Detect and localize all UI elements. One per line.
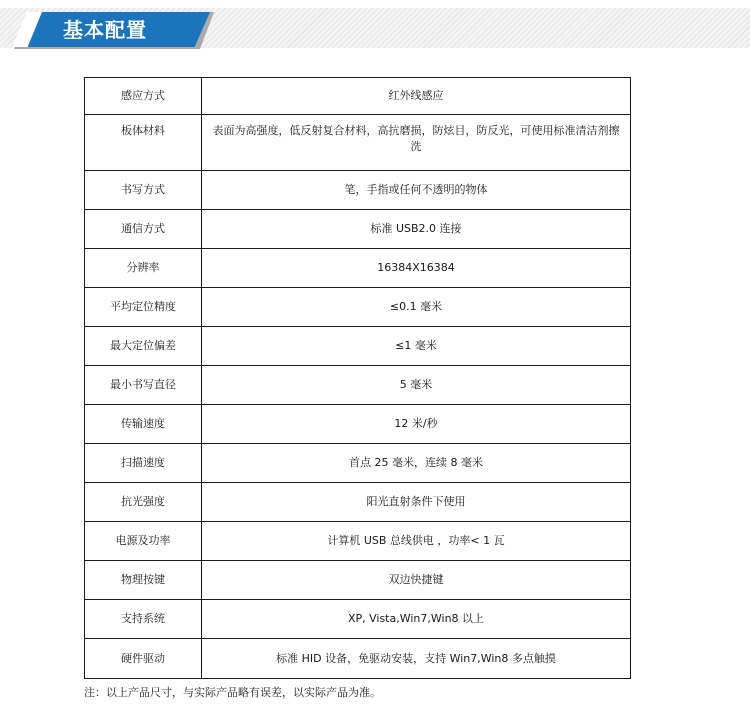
table-row [85,249,631,288]
spec-label: 书写方式 [85,171,202,210]
spec-label: 硬件驱动 [85,639,202,679]
spec-value: 12 米/秒 [202,405,631,444]
spec-label: 传输速度 [85,405,202,444]
spec-value: 16384X16384 [202,249,631,288]
spec-label: 物理按键 [85,561,202,600]
spec-value: ≤1 毫米 [202,327,631,366]
table-row [85,327,631,366]
spec-label: 电源及功率 [85,522,202,561]
spec-value: 表面为高强度，低反射复合材料，高抗磨损，防炫目，防反光，可使用标准清洁剂擦洗 [202,115,631,171]
table-row [85,483,631,522]
table-row [85,561,631,600]
spec-label: 最大定位偏差 [85,327,202,366]
spec-value: 计算机 USB 总线供电 ，功率< 1 瓦 [202,522,631,561]
footnote: 注：以上产品尺寸，与实际产品略有误差，以实际产品为准。 [84,686,381,699]
spec-value: ≤0.1 毫米 [202,288,631,327]
spec-value: 标准 USB2.0 连接 [202,210,631,249]
spec-label: 分辨率 [85,249,202,288]
spec-label: 板体材料 [85,115,202,171]
spec-label: 感应方式 [85,78,202,115]
spec-value: 双边快捷键 [202,561,631,600]
section-banner [0,0,750,50]
table-row [85,171,631,210]
spec-value: 首点 25 毫米，连续 8 毫米 [202,444,631,483]
table-row [85,444,631,483]
table-row [85,405,631,444]
table-row [85,639,631,679]
spec-value: 标准 HID 设备，免驱动安装，支持 Win7,Win8 多点触摸 [202,639,631,679]
table-row [85,366,631,405]
table-row [85,288,631,327]
spec-table [84,77,631,679]
table-row [85,115,631,171]
spec-value: 红外线感应 [202,78,631,115]
table-row [85,600,631,639]
spec-label: 抗光强度 [85,483,202,522]
table-row [85,210,631,249]
spec-label: 扫描速度 [85,444,202,483]
spec-value: 笔，手指或任何不透明的物体 [202,171,631,210]
spec-value: 5 毫米 [202,366,631,405]
table-row [85,78,631,115]
spec-label: 最小书写直径 [85,366,202,405]
spec-value: XP, Vista,Win7,Win8 以上 [202,600,631,639]
section-title: 基本配置 [63,18,147,42]
spec-label: 平均定位精度 [85,288,202,327]
spec-label: 通信方式 [85,210,202,249]
spec-label: 支持系统 [85,600,202,639]
spec-value: 阳光直射条件下使用 [202,483,631,522]
table-row [85,522,631,561]
